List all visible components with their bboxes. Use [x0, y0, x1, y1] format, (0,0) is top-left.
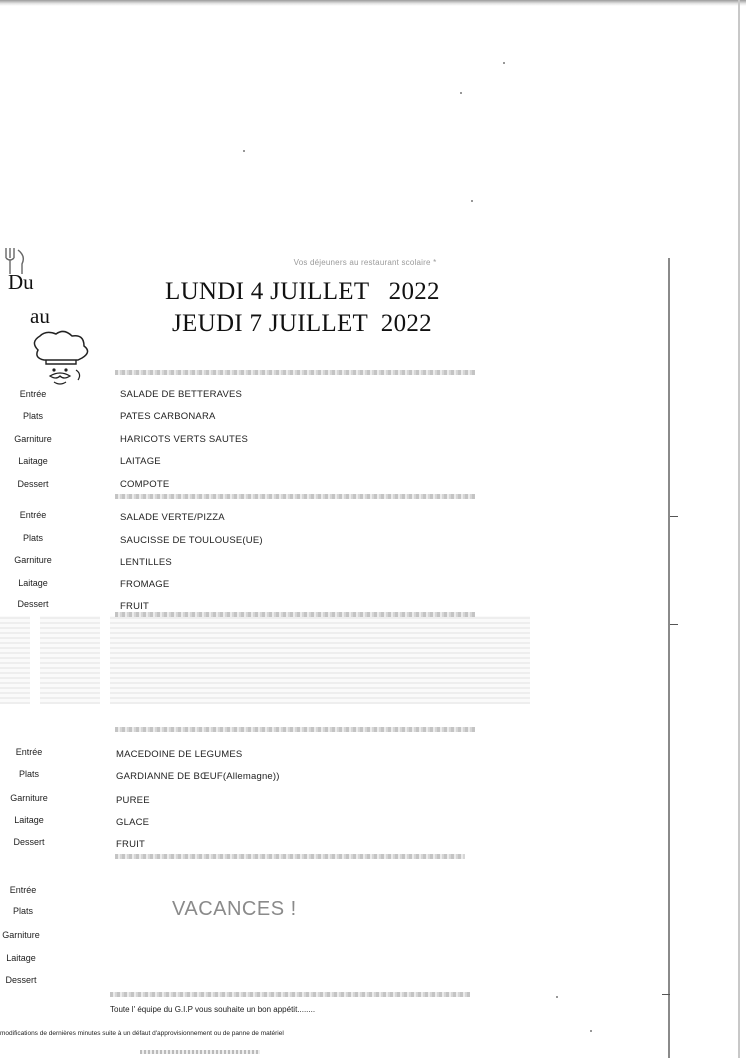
faded-band — [0, 616, 530, 704]
dish-name: GARDIANNE DE BŒUF(Allemagne)) — [116, 771, 280, 782]
scan-right-edge — [738, 0, 740, 1058]
dish-name: LENTILLES — [120, 557, 172, 568]
dish-name: SALADE VERTE/PIZZA — [120, 512, 225, 523]
category-label: Plats — [22, 411, 43, 421]
category-label: Garniture — [2, 930, 40, 940]
category-label: Laitage — [14, 815, 44, 825]
dish-name: PUREE — [116, 795, 150, 806]
border-tick — [670, 516, 678, 517]
border-tick — [670, 624, 678, 625]
dish-name: FRUIT — [116, 839, 145, 850]
date-end: JEUDI 7 JUILLET 2022 — [172, 310, 432, 337]
scan-speck — [590, 1030, 592, 1032]
category-label: Garniture — [14, 555, 52, 565]
dish-name: MACEDOINE DE LEGUMES — [116, 749, 243, 760]
category-label: Laitage — [6, 953, 36, 963]
category-label: Laitage — [18, 578, 48, 588]
dish-name: SAUCISSE DE TOULOUSE(UE) — [120, 535, 263, 546]
scan-speck — [460, 92, 462, 94]
category-label: Plats — [22, 533, 43, 543]
scan-speck — [471, 200, 473, 202]
day-separator — [115, 494, 475, 499]
day-separator — [115, 727, 475, 732]
vacances-note: VACANCES ! — [172, 898, 297, 920]
dish-name: PATES CARBONARA — [120, 411, 216, 422]
date-start: LUNDI 4 JUILLET 2022 — [165, 278, 440, 305]
category-label: Entrée — [19, 510, 47, 520]
day-separator — [115, 612, 475, 617]
category-label: Dessert — [17, 479, 49, 489]
category-label: Entrée — [9, 885, 37, 895]
category-label: Entrée — [19, 389, 47, 399]
category-label: Garniture — [10, 793, 48, 803]
day-separator — [110, 992, 470, 997]
dish-name: LAITAGE — [120, 456, 161, 467]
dish-name: SALADE DE BETTERAVES — [120, 389, 243, 400]
scan-speck — [556, 996, 558, 998]
scan-top-edge — [0, 0, 746, 6]
category-label: Entrée — [15, 747, 43, 757]
day-separator — [115, 370, 475, 375]
footer-disclaimer: modifications de dernières minutes suite à un défaut d'approvisionnement ou de panne de matériel — [0, 1030, 284, 1037]
dish-name: GLACE — [116, 817, 150, 828]
day-separator — [115, 854, 465, 859]
dish-name: FRUIT — [120, 601, 149, 612]
label-du: Du — [8, 270, 34, 294]
category-label: Plats — [18, 769, 39, 779]
page-right-border — [668, 258, 670, 1058]
dish-name: FROMAGE — [120, 579, 170, 590]
border-tick — [662, 994, 670, 995]
header-subtitle: Vos déjeuners au restaurant scolaire * — [293, 258, 437, 267]
category-label: Plats — [12, 906, 33, 916]
label-au: au — [30, 304, 50, 328]
dish-name: COMPOTE — [120, 479, 170, 490]
category-label: Dessert — [5, 975, 37, 985]
category-label: Garniture — [14, 434, 52, 444]
scan-speck — [243, 150, 245, 152]
chef-hat-icon — [28, 330, 94, 388]
dish-name: HARICOTS VERTS SAUTES — [120, 434, 249, 445]
footer-message: Toute l' équipe du G.I.P vous souhaite un bon appétit........ — [110, 1005, 316, 1014]
scan-smudge — [140, 1050, 260, 1054]
category-label: Dessert — [13, 837, 45, 847]
category-label: Dessert — [17, 599, 49, 609]
category-label: Laitage — [18, 456, 48, 466]
scan-speck — [503, 62, 505, 64]
